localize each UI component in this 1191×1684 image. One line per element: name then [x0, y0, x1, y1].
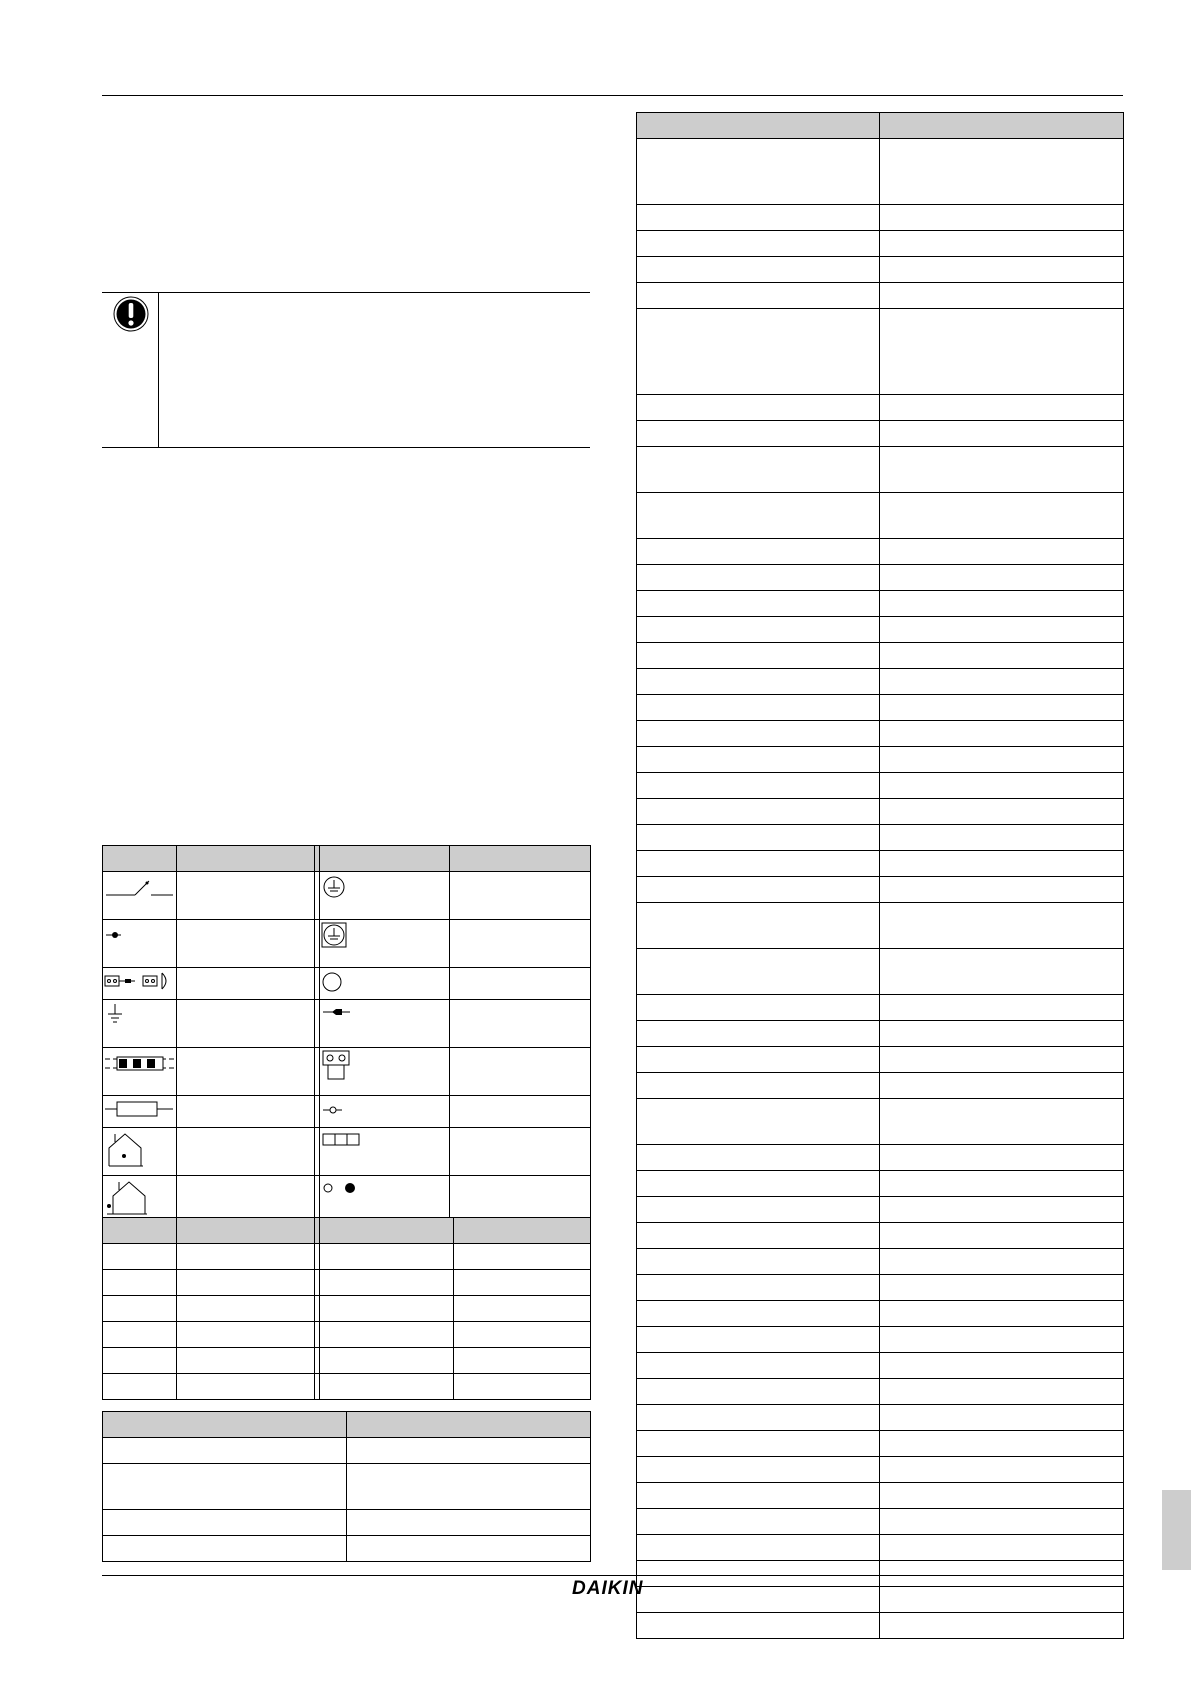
wire-terminal-icon [103, 1048, 177, 1096]
symbol-table-header-cell [177, 846, 315, 872]
table-cell [880, 309, 1124, 395]
table-row [637, 1535, 1124, 1561]
exclamation-icon [113, 296, 149, 337]
table-cell [103, 1464, 347, 1510]
table-cell [637, 1587, 880, 1613]
table-cell [103, 1270, 177, 1296]
table-row [637, 565, 1124, 591]
table-cell [103, 1322, 177, 1348]
table-cell [320, 1296, 454, 1322]
table-cell [103, 1348, 177, 1374]
table-cell [347, 1464, 591, 1510]
table-cell [880, 539, 1124, 565]
table-cell [637, 1249, 880, 1275]
table-cell [637, 309, 880, 395]
color-table-header-cell [320, 1218, 454, 1244]
color-table [102, 1217, 591, 1400]
table-cell [454, 1322, 591, 1348]
table-cell [880, 493, 1124, 539]
table-cell [450, 872, 591, 920]
table-cell [880, 139, 1124, 205]
symbol-table [102, 845, 591, 1224]
legend-table-header-cell [347, 1412, 591, 1438]
terminal-icon [320, 1096, 450, 1128]
table-cell [637, 643, 880, 669]
table-cell [880, 1249, 1124, 1275]
table-cell [177, 1348, 315, 1374]
warning-divider [158, 292, 159, 447]
table-row [637, 721, 1124, 747]
table-cell [637, 995, 880, 1021]
table-cell [880, 1197, 1124, 1223]
table-cell [637, 139, 880, 205]
table-cell [880, 1613, 1124, 1639]
table-cell [637, 617, 880, 643]
table-cell [637, 493, 880, 539]
table-row [637, 1249, 1124, 1275]
table-cell [454, 1244, 591, 1270]
table-row [637, 309, 1124, 395]
table-cell [880, 1047, 1124, 1073]
table-cell [177, 872, 315, 920]
table-cell [637, 1379, 880, 1405]
table-cell [880, 825, 1124, 851]
table-cell [637, 851, 880, 877]
table-cell [880, 565, 1124, 591]
table-cell [637, 773, 880, 799]
table-cell [177, 1374, 315, 1400]
table-cell [637, 591, 880, 617]
table-cell [103, 1510, 347, 1536]
table-cell [880, 257, 1124, 283]
connection-dot-icon [103, 920, 177, 968]
table-cell [880, 447, 1124, 493]
table-cell [880, 1483, 1124, 1509]
table-header-row [637, 113, 1124, 139]
table-cell [637, 1145, 880, 1171]
table-row [637, 1613, 1124, 1639]
table-cell [880, 877, 1124, 903]
table-cell [103, 1296, 177, 1322]
table-row [637, 695, 1124, 721]
table-cell [177, 1048, 315, 1096]
table-cell [880, 773, 1124, 799]
table-cell [637, 1301, 880, 1327]
table-cell [637, 1223, 880, 1249]
table-cell [880, 1353, 1124, 1379]
table-cell [637, 1021, 880, 1047]
table-cell [880, 903, 1124, 949]
table-cell [637, 1457, 880, 1483]
table-cell [177, 1244, 315, 1270]
table-row [637, 139, 1124, 205]
table-row [637, 421, 1124, 447]
switch-icon [103, 872, 177, 920]
table-cell [880, 1405, 1124, 1431]
table-cell [637, 283, 880, 309]
color-table-header-cell [103, 1218, 177, 1244]
table-cell [450, 920, 591, 968]
table-cell [637, 395, 880, 421]
table-row [637, 669, 1124, 695]
table-row [637, 1197, 1124, 1223]
table-row [637, 1301, 1124, 1327]
table-cell [103, 1244, 177, 1270]
table-cell [320, 1374, 454, 1400]
table-row [637, 877, 1124, 903]
table-cell [637, 1431, 880, 1457]
table-row [637, 539, 1124, 565]
table-cell [320, 1322, 454, 1348]
table-row [637, 1405, 1124, 1431]
table-row [637, 205, 1124, 231]
table-cell [637, 1509, 880, 1535]
table-cell [880, 1223, 1124, 1249]
table-cell [880, 283, 1124, 309]
table-cell [637, 1405, 880, 1431]
table-row [637, 773, 1124, 799]
table-cell [177, 1270, 315, 1296]
table-row [637, 799, 1124, 825]
table-cell [450, 1096, 591, 1128]
table-cell [880, 995, 1124, 1021]
protective-earth-icon [320, 872, 450, 920]
table-row [637, 283, 1124, 309]
page-side-tab [1162, 1490, 1191, 1570]
legend-table [102, 1411, 591, 1562]
table-cell [637, 1483, 880, 1509]
connector-icon [103, 968, 177, 1000]
wiring-legend-table [636, 112, 1124, 1639]
table-cell [637, 1613, 880, 1639]
table-cell [637, 669, 880, 695]
table-cell [880, 1073, 1124, 1099]
table-row [637, 1171, 1124, 1197]
table-cell [880, 1099, 1124, 1145]
symbol-table-header-cell [320, 846, 450, 872]
table-cell [880, 747, 1124, 773]
table-row [637, 1099, 1124, 1145]
table-cell [880, 721, 1124, 747]
table-cell [637, 1353, 880, 1379]
table-cell [880, 1587, 1124, 1613]
fuse-icon [103, 1096, 177, 1128]
table-row [637, 643, 1124, 669]
table-row [637, 1561, 1124, 1587]
table-cell [637, 539, 880, 565]
table-cell [880, 799, 1124, 825]
warning-top-rule [102, 292, 590, 293]
symbol-table-header-cell [450, 846, 591, 872]
header-rule [102, 95, 1123, 96]
color-table-header-cell [454, 1218, 591, 1244]
table-cell [880, 1021, 1124, 1047]
table-cell [177, 1128, 315, 1176]
table-cell [103, 1536, 347, 1562]
table-cell [637, 949, 880, 995]
earth-icon [103, 1000, 177, 1048]
footer-rule [102, 1575, 1123, 1576]
table-cell [320, 1270, 454, 1296]
table-header-cell [637, 113, 880, 139]
table-cell [450, 968, 591, 1000]
table-cell [637, 1535, 880, 1561]
table-cell [880, 1431, 1124, 1457]
table-row [637, 493, 1124, 539]
noiseless-earth-icon [320, 920, 450, 968]
table-cell [177, 1096, 315, 1128]
terminal-strip-icon [320, 1128, 450, 1176]
table-cell [454, 1270, 591, 1296]
table-cell [347, 1510, 591, 1536]
table-cell [637, 1099, 880, 1145]
table-cell [880, 231, 1124, 257]
table-row [637, 1587, 1124, 1613]
table-row [637, 231, 1124, 257]
table-cell [880, 617, 1124, 643]
table-cell [320, 1348, 454, 1374]
table-cell [637, 903, 880, 949]
legend-table-header-cell [103, 1412, 347, 1438]
table-cell [454, 1348, 591, 1374]
table-cell [637, 257, 880, 283]
table-cell [637, 721, 880, 747]
table-row [637, 1275, 1124, 1301]
table-row [637, 1431, 1124, 1457]
table-cell [637, 799, 880, 825]
table-row [637, 1021, 1124, 1047]
table-cell [454, 1296, 591, 1322]
table-header-cell [880, 113, 1124, 139]
table-cell [880, 695, 1124, 721]
table-cell [450, 1048, 591, 1096]
table-cell [637, 231, 880, 257]
table-cell [637, 825, 880, 851]
table-cell [880, 1301, 1124, 1327]
table-cell [454, 1374, 591, 1400]
table-cell [177, 1322, 315, 1348]
table-row [637, 825, 1124, 851]
table-cell [637, 565, 880, 591]
table-cell [177, 1000, 315, 1048]
table-cell [103, 1374, 177, 1400]
table-cell [880, 1535, 1124, 1561]
warning-bottom-rule [102, 447, 590, 448]
symbol-table-header-cell [103, 846, 177, 872]
table-cell [880, 851, 1124, 877]
color-table-header-cell [177, 1218, 315, 1244]
table-row [637, 1073, 1124, 1099]
table-cell [880, 1561, 1124, 1587]
table-cell [637, 1197, 880, 1223]
table-cell [880, 1171, 1124, 1197]
table-cell [637, 1327, 880, 1353]
table-cell [177, 920, 315, 968]
table-row [637, 851, 1124, 877]
table-cell [320, 1244, 454, 1270]
table-cell [880, 591, 1124, 617]
table-cell [637, 1275, 880, 1301]
table-cell [347, 1438, 591, 1464]
table-row [637, 447, 1124, 493]
table-cell [637, 1561, 880, 1587]
table-row [637, 949, 1124, 995]
table-cell [103, 1438, 347, 1464]
table-row [637, 1379, 1124, 1405]
table-cell [880, 1379, 1124, 1405]
table-row [637, 1223, 1124, 1249]
table-cell [177, 1296, 315, 1322]
table-row [637, 591, 1124, 617]
table-cell [880, 1145, 1124, 1171]
table-cell [637, 695, 880, 721]
table-row [637, 617, 1124, 643]
table-row [637, 1353, 1124, 1379]
table-cell [880, 205, 1124, 231]
table-cell [637, 1171, 880, 1197]
terminal-block-icon [320, 1048, 450, 1096]
table-cell [637, 747, 880, 773]
table-cell [637, 447, 880, 493]
table-cell [450, 1128, 591, 1176]
daikin-logo: DAIKIN [572, 1578, 644, 1599]
table-row [637, 257, 1124, 283]
table-cell [880, 643, 1124, 669]
table-row [637, 747, 1124, 773]
table-cell [880, 1457, 1124, 1483]
table-row [637, 395, 1124, 421]
table-cell [880, 1509, 1124, 1535]
table-row [637, 1457, 1124, 1483]
table-row [637, 1327, 1124, 1353]
relay-connector-icon [320, 1000, 450, 1048]
indoor-unit-icon [103, 1128, 177, 1176]
table-row [637, 1145, 1124, 1171]
table-cell [637, 1047, 880, 1073]
table-cell [637, 205, 880, 231]
table-cell [880, 1275, 1124, 1301]
table-row [637, 1483, 1124, 1509]
table-row [637, 1047, 1124, 1073]
table-cell [637, 877, 880, 903]
table-row [637, 1509, 1124, 1535]
table-cell [880, 395, 1124, 421]
table-cell [637, 1073, 880, 1099]
table-row [637, 995, 1124, 1021]
table-cell [637, 421, 880, 447]
table-cell [880, 669, 1124, 695]
terminal-circle-icon [320, 968, 450, 1000]
table-cell [880, 1327, 1124, 1353]
table-cell [177, 968, 315, 1000]
table-row [637, 903, 1124, 949]
table-cell [880, 421, 1124, 447]
table-cell [880, 949, 1124, 995]
table-cell [450, 1000, 591, 1048]
table-cell [347, 1536, 591, 1562]
